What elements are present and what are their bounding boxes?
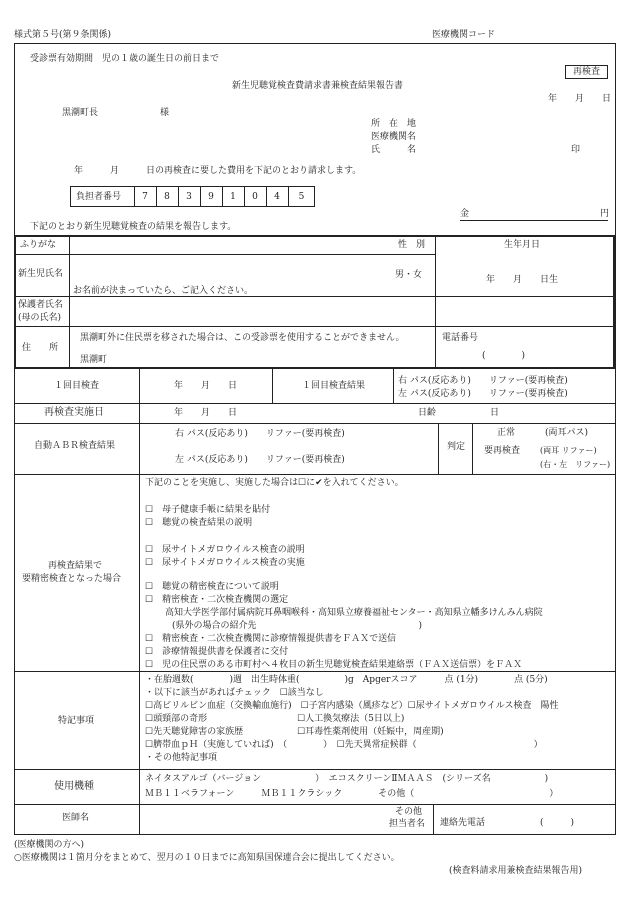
recheck-date-label: 再検査実施日 <box>44 407 104 418</box>
judge-both-refer: (両耳 リファー) <box>540 446 597 455</box>
precise-item[interactable]: ☐ 母子健康手帳に結果を貼付 <box>145 505 271 515</box>
child-name-note: お名前が決まっていたら、ご記入ください。 <box>73 286 254 296</box>
address-label: 所 在 地 <box>371 119 417 129</box>
abr-left: 左 パス(反応あり) リファー(要再検査) <box>175 455 345 465</box>
birth-label: 生年月日 <box>504 240 541 250</box>
address-row-label: 住 所 <box>22 343 59 353</box>
form-title: 新生児聴覚検査費請求書兼検査結果報告書 <box>232 81 404 91</box>
payer-digit: 4 <box>274 192 280 202</box>
guardian-sub-label: (母の氏名) <box>18 313 62 323</box>
town-name: 黒潮町 <box>80 355 108 365</box>
amount-underline <box>460 220 608 221</box>
report-date: 年 月 日 <box>548 94 612 104</box>
guardian-label: 保護者氏名 <box>18 300 64 310</box>
device-line-2[interactable]: ＭＢ１１ベラフォーン ＭＢ１１クラシック その他（ ） <box>145 789 559 799</box>
child-info-table <box>14 235 615 369</box>
judge-normal: 正常 <box>497 428 516 438</box>
device-label: 使用機種 <box>54 781 94 792</box>
first-exam-label: １回目検査 <box>54 381 100 391</box>
recheck-badge: 再検査 <box>565 65 608 79</box>
notes-label: 特記事項 <box>58 716 95 726</box>
notes-line[interactable]: ☐頭頸部の奇形 ☐人工換気療法（5日以上) <box>145 714 405 724</box>
precise-label-1: 再検査結果で <box>48 561 103 571</box>
sex-value: 男・女 <box>395 270 423 280</box>
judge-lr-refer: (右・左 リファー) <box>540 460 611 469</box>
payer-digit: 3 <box>186 192 192 202</box>
referral-hospitals: 高知大学医学部付属病院耳鼻咽喉科・高知県立療養福祉センター・高知県立幡多けんみん病院 <box>165 608 543 618</box>
precise-item[interactable]: ☐ 児の住民票のある市町村へ４枚目の新生児聴覚検査結果連絡票（ＦＡＸ送信票）をＦＡＸ <box>145 660 523 670</box>
precise-item[interactable]: ☐ 精密検査・二次検査機関の選定 <box>145 595 289 605</box>
age-days-unit: 日 <box>490 408 500 418</box>
payer-digit: 0 <box>252 192 258 202</box>
notes-line[interactable]: ・以下に該当があればチェック ☐該当なし <box>145 688 324 698</box>
other-staff-label-2: 担当者名 <box>389 819 426 829</box>
seal-mark: 印 <box>571 145 581 155</box>
precise-intro: 下記のことを実施し、実施した場合は☐に✔を入れてください。 <box>145 478 404 488</box>
recheck-date: 年 月 日 <box>174 408 238 418</box>
notes-line[interactable]: ☐臍帯血ｐＨ（実施していれば) （ ） ☐先天異常症候群（ ） <box>145 740 543 750</box>
age-days-label: 日齢 <box>418 408 437 418</box>
notes-line[interactable]: ☐先天聴覚障害の家族歴 ☐耳毒性薬剤使用（妊娠中，周産期) <box>145 727 444 737</box>
precise-label-2: 要精密検査となった場合 <box>22 574 122 584</box>
child-name-label: 新生児氏名 <box>18 269 64 279</box>
contact-phone-label: 連絡先電話 <box>440 818 486 828</box>
notes-line[interactable]: ・その他特記事項 <box>145 753 218 763</box>
abr-label: 自動ＡＢＲ検査結果 <box>34 441 116 451</box>
furigana-label: ふりがな <box>20 240 57 250</box>
notes-line[interactable]: ・在胎週数( )週 出生時体重( )g Apgerスコア 点 (1分) 点 (5分) <box>145 675 548 685</box>
address-note: 黒潮町外に住民票を移された場合は、この受診票を使用することができません。 <box>80 333 405 343</box>
payer-digit: 7 <box>142 192 148 202</box>
amount-yen: 円 <box>600 209 610 219</box>
doctor-label: 医師名 <box>62 813 90 823</box>
other-staff-label-1: その他 <box>395 807 423 817</box>
phone-label: 電話番号 <box>442 333 479 343</box>
payer-digit: 5 <box>298 192 305 202</box>
judge-both-pass: (両耳パス) <box>545 428 589 438</box>
payer-digit: 9 <box>208 192 214 202</box>
phone-parens: ( ) <box>482 351 526 361</box>
judge-recheck: 要再検査 <box>484 446 521 456</box>
sex-label: 性 別 <box>398 240 426 250</box>
notes-line[interactable]: ☐高ビリルビン血症（交換輸血施行) ☐子宮内感染（風疹など）☐尿サイトメガロウイルス検査 陽性 <box>145 701 559 711</box>
contact-phone-parens: ( ) <box>540 818 575 828</box>
judge-label: 判定 <box>447 442 466 452</box>
precise-item[interactable]: ☐ 尿サイトメガロウイルス検査の実施 <box>145 558 305 568</box>
report-text: 下記のとおり新生児聴覚検査の結果を報告します。 <box>30 222 237 232</box>
first-result-left: 左 パス(反応あり) リファー(要再検査) <box>398 389 568 399</box>
abr-right: 右 パス(反応あり) リファー(要再検査) <box>175 429 345 439</box>
addressee-sama: 様 <box>160 108 170 118</box>
institution-name-label: 医療機関名 <box>371 132 417 142</box>
amount-label: 金 <box>460 209 470 219</box>
footer-note-2: ○医療機関は１箇月分をまとめて、翌月の１０日までに高知県国保連合会に提出してください。 <box>14 853 400 863</box>
payer-digit: 8 <box>164 192 170 202</box>
first-result-label: １回目検査結果 <box>302 381 366 391</box>
first-result-right: 右 パス(反応あり) リファー(要再検査) <box>398 376 568 386</box>
institution-code-label: 医療機関コード <box>432 30 496 40</box>
footer-note-3: (検査料請求用兼検査結果報告用) <box>449 866 583 876</box>
footer-note-1: (医療機関の方へ) <box>14 840 85 850</box>
first-exam-date: 年 月 日 <box>174 381 238 391</box>
precise-item[interactable]: ☐ 聴覚の検査結果の説明 <box>145 518 253 528</box>
referral-out-of-prefecture: (県外の場合の紹介先 ) <box>172 621 423 631</box>
validity-text: 受診票有効期間 児の１歳の誕生日の前日まで <box>30 54 220 64</box>
birth-value: 年 月 日生 <box>486 275 559 285</box>
device-line-1[interactable]: ネイタスアルゴ（バージョン ） エコスクリーンⅡＭＡＡＳ (シリーズ名 ) <box>145 774 549 784</box>
precise-item[interactable]: ☐ 尿サイトメガロウイルス検査の説明 <box>145 545 305 555</box>
precise-item[interactable]: ☐ 聴覚の精密検査について説明 <box>145 582 279 592</box>
signer-name-label: 氏 名 <box>371 145 417 155</box>
precise-item[interactable]: ☐ 診療情報提供書を保護者に交付 <box>145 647 289 657</box>
payer-digit: 1 <box>230 192 236 202</box>
addressee: 黒潮町長 <box>62 108 99 118</box>
form-number: 様式第５号(第９条関係) <box>14 30 112 40</box>
precise-item[interactable]: ☐ 精密検査・二次検査機関に診療情報提供書をＦＡＸで送信 <box>145 634 397 644</box>
payer-number-label: 負担者番号 <box>76 192 122 202</box>
request-text: 年 月 日の再検査に要した費用を下記のとおり請求します。 <box>74 166 362 176</box>
